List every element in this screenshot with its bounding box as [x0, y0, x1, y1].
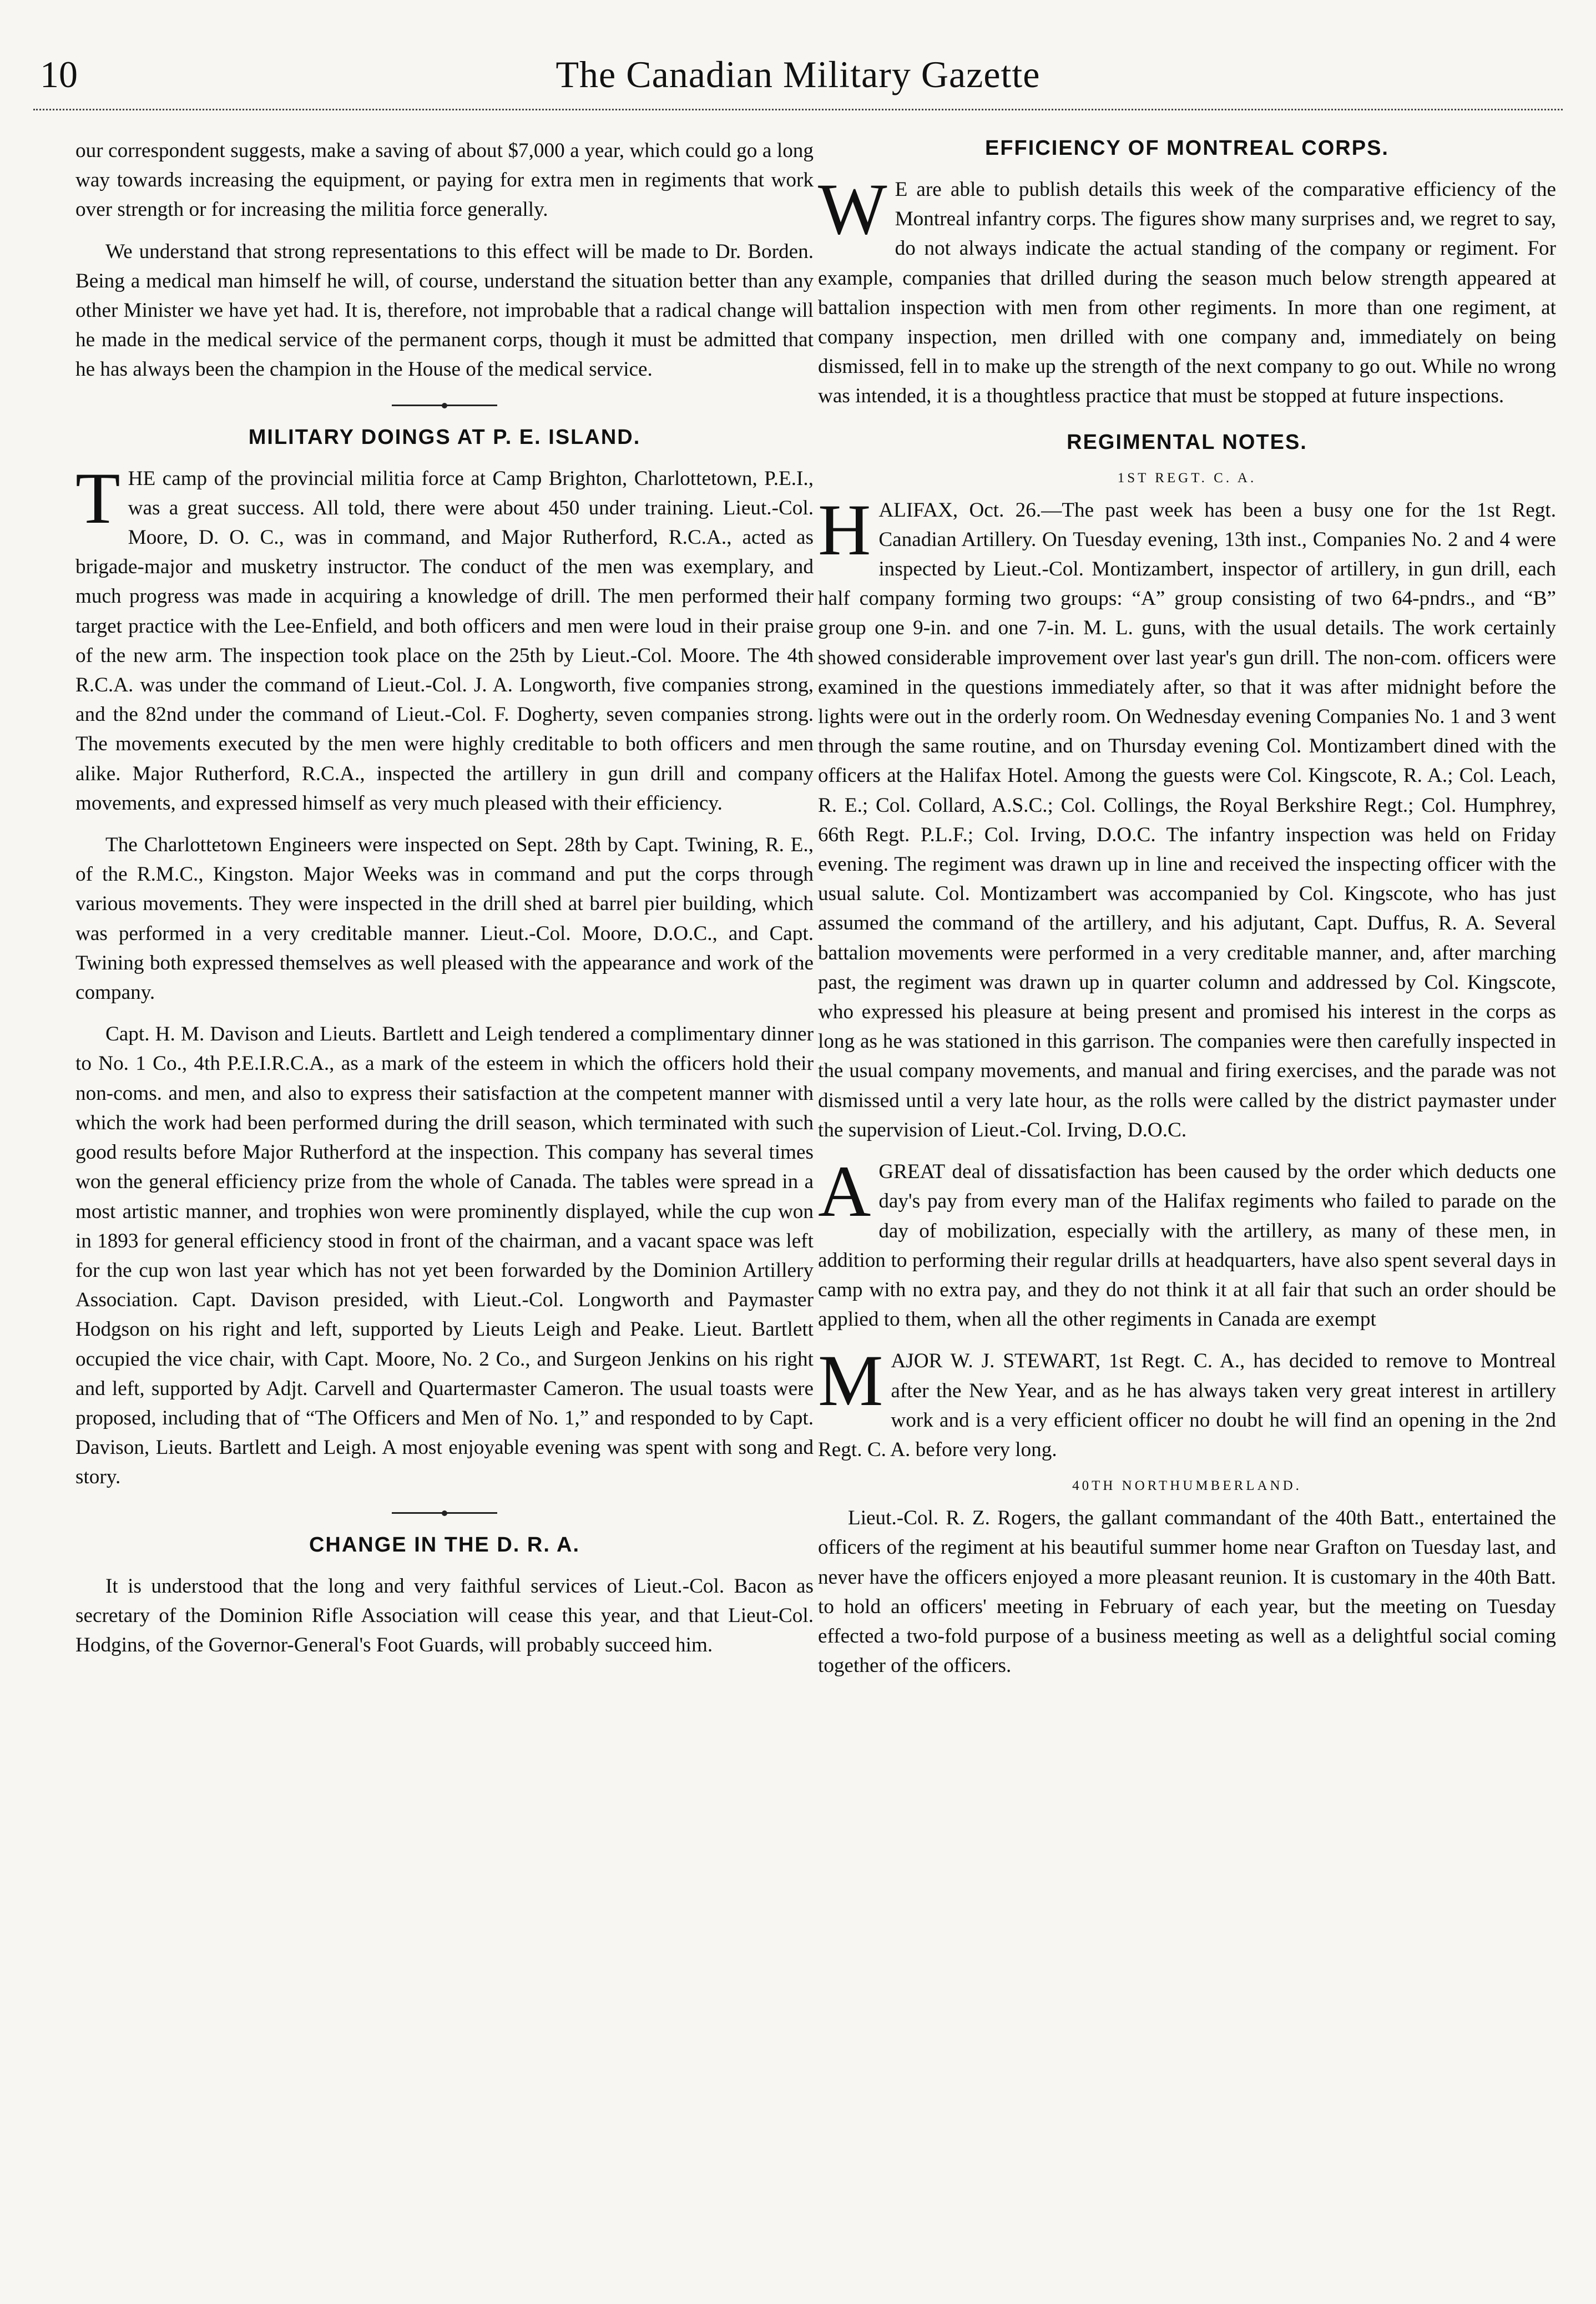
article-paragraph: Capt. H. M. Davison and Lieuts. Bartlett and Leigh tendered a complimentary dinner to No. 1 Co., 4th P.E.I.R.C.A., as a mark of the esteem in which the officers hold their non-coms. and men, and also to express their satisfaction at the competent manner with which the work had been performed during the drill season, which terminated with such good results before Major Rutherford at the inspection. This company has several times won the general efficiency prize from the whole of Canada. The tables were spread in a most artistic manner, and trophies won were prominently displayed, while the cup won in 1893 for general efficiency stood in front of the chairman, and a vacant space was left for the cup won last year which has not yet been forwarded by the Dominion Artillery Association. Capt. Davison presided, with Lieut.-Col. Longworth and Paymaster Hodgson on his right and left, supported by Lieuts Leigh and Peake. Lieut. Bartlett occupied the vice chair, with Capt. Moore, No. 2 Co., and Surgeon Jenkins on his right and left, supported by Adjt. Carvell and Quartermaster Cameron. The usual toasts were proposed, including that of “The Officers and Men of No. 1,” and responded to by Capt. Davison, Lieuts. Bartlett and Leigh. A most enjoyable evening was spent with song and story.: [75, 1023, 814, 1489]
section-subhead: 1ST REGT. C. A.: [1117, 470, 1257, 486]
article-paragraph: HALIFAX, Oct. 26.—The past week has been a busy one for the 1st Regt. Canadian Artillery. On Tuesday evening, 13th inst., Companies No. 2 and 4 were inspected by Lieut.-Col. Montizambert, inspector of artillery, in gun drill, each half company forming two groups: “A” group consisting of two 64-pndrs., and “B” group one 9-in. and one 7-in. M. L. guns, with the usual details. The work certainly showed considerable improvement over last year's gun drill. The non-com. officers were examined in the questions immediately after, so that it was after midnight before the lights were out in the orderly room. On Wednesday evening Companies No. 1 and 3 went through the same routine, and on Thursday evening Col. Montizambert dined with the officers at the Halifax Hotel. Among the guests were Col. Kingscote, R. A.; Col. Leach, R. E.; Col. Collard, A.S.C.; Col. Collings, the Royal Berkshire Regt.; Col. Humphrey, 66th Regt. P.L.F.; Col. Irving, D.O.C. The infantry inspection was held on Friday evening. The regiment was drawn up in line and received the inspecting officer with the usual salute. Col. Montizambert was accompanied by Col. Kingscote, who has just assumed the command of the artillery, and his adjutant, Capt. Duffus, R. A. Several battalion movements were performed in a very creditable manner, and, after marching past, the regiment was drawn up in quarter column and addressed by Col. Kingscote, who expressed his pleasure at being present and promised his interest in the corps as long as he was stationed in this garrison. The companies were then carefully inspected in the usual company movements, and manual and firing exercises, and the parade was not dismissed until a very late hour, as the rolls were called by the district paymaster under the supervision of Lieut.-Col. Irving, D.O.C.: [818, 488, 1556, 1141]
section-subhead: 40TH NORTHUMBERLAND.: [1072, 1478, 1302, 1494]
article-headline: REGIMENTAL NOTES.: [1067, 430, 1307, 454]
right-column: [818, 136, 1556, 2289]
article-headline: MILITARY DOINGS AT P. E. ISLAND.: [248, 425, 641, 449]
article-headline: CHANGE IN THE D. R. A.: [309, 1533, 580, 1557]
article-paragraph: It is understood that the long and very faithful services of Lieut.-Col. Bacon as secretary of the Dominion Rifle Association will cease this year, and that Lieut-Col. Hodgins, of the Governor-General's Foot Guards, will probably succeed him.: [75, 1574, 814, 1656]
article-paragraph: WE are able to publish details this week of the comparative efficiency of the Montreal infantry corps. The figures show many surprises and, we regret to say, do not always indicate the actual standing of the company or regiment. For example, companies that drilled during the season much below strength appeared at battalion inspection with men from other regiments. In more than one regiment, at company inspection, men drilled with one company and, immediately on being dismissed, fell in to make up the strength of the next company to go out. While no wrong was intended, it is a thoughtless practice that must be stopped at future inspections.: [818, 168, 1556, 408]
section-divider: [392, 1512, 497, 1514]
article-paragraph: THE camp of the provincial militia force at Camp Brighton, Charlottetown, P.E.I., was a great success. All told, there were about 450 under training. Lieut.-Col. Moore, D. O. C., was in command, and Major Rutherford, R.C.A., acted as brigade-major and musketry instructor. The conduct of the men was exemplary, and much progress was made in acquiring a knowledge of drill. The men performed their target practice with the Lee-Enfield, and both officers and men were loud in their praise of the new arm. The inspection took place on the 25th by Lieut.-Col. Moore. The 4th R.C.A. was under the command of Lieut.-Col. J. A. Longworth, five companies strong, and the 82nd under the command of Lieut.-Col. F. Dogherty, seven companies strong. The movements executed by the men were highly creditable to both officers and men alike. Major Rutherford, R.C.A., inspected the artillery in gun drill and company movements, and expressed himself as very much pleased with their efficiency.: [75, 457, 814, 815]
article-paragraph: The Charlottetown Engineers were inspected on Sept. 28th by Capt. Twining, R. E., of the R.M.C., Kingston. Major Weeks was in command and put the corps through various movements. They were inspected in the drill shed at barrel pier building, which was performed in a very creditable manner. Lieut.-Col. Moore, D.O.C., and Capt. Twining both expressed themselves as well pleased with the appearance and work of the company.: [75, 833, 814, 1004]
page-number: 10: [40, 53, 78, 95]
article-paragraph: AGREAT deal of dissatisfaction has been caused by the order which deducts one day's pay from every man of the Halifax regiments who failed to parade on the day of mobilization, especially with the artillery, as many of these men, in addition to performing their regular drills at headquarters, have also spent several days in camp with no extra pay, and they do not think it at all fair that such an order should be applied to them, when all the other regiments in Canada are exempt: [818, 1150, 1556, 1331]
page-header: [0, 0, 1596, 111]
article-paragraph: Lieut.-Col. R. Z. Rogers, the gallant commandant of the 40th Batt., entertained the officers of the regiment at his beautiful summer home near Grafton on Tuesday last, and never have the officers enjoyed a more pleasant reunion. It is customary in the 40th Batt. to hold an officers' meeting in February of each year, but the meeting on Tuesday effected a two-fold purpose of a business meeting as well as a delightful social coming together of the officers.: [818, 1507, 1556, 1678]
article-paragraph: MAJOR W. J. STEWART, 1st Regt. C. A., has decided to remove to Montreal after the New Year, and as he has always taken very great interest in artillery work and is a very efficient officer no doubt he will find an opening in the 2nd Regt. C. A. before very long.: [818, 1340, 1556, 1461]
section-divider: [392, 405, 497, 406]
header-divider: [33, 109, 1563, 110]
left-column: [75, 136, 814, 2289]
article-headline: EFFICIENCY OF MONTREAL CORPS.: [985, 137, 1389, 160]
article-paragraph: our correspondent suggests, make a saving of about $7,000 a year, which could go a long way towards increasing the equipment, or paying for extra men in regiments that work over strength or for increasing the militia force generally.: [75, 139, 814, 221]
article-paragraph: We understand that strong representations to this effect will be made to Dr. Borden. Being a medical man himself he will, of course, understand the situation better than any other Minister we have yet had. It is, therefore, not improbable that a radical change will he made in the medical service of the permanent corps, though it must be admitted that he has always been the champion in the House of the medical service.: [75, 240, 814, 381]
publication-title: The Canadian Military Gazette: [555, 53, 1041, 95]
